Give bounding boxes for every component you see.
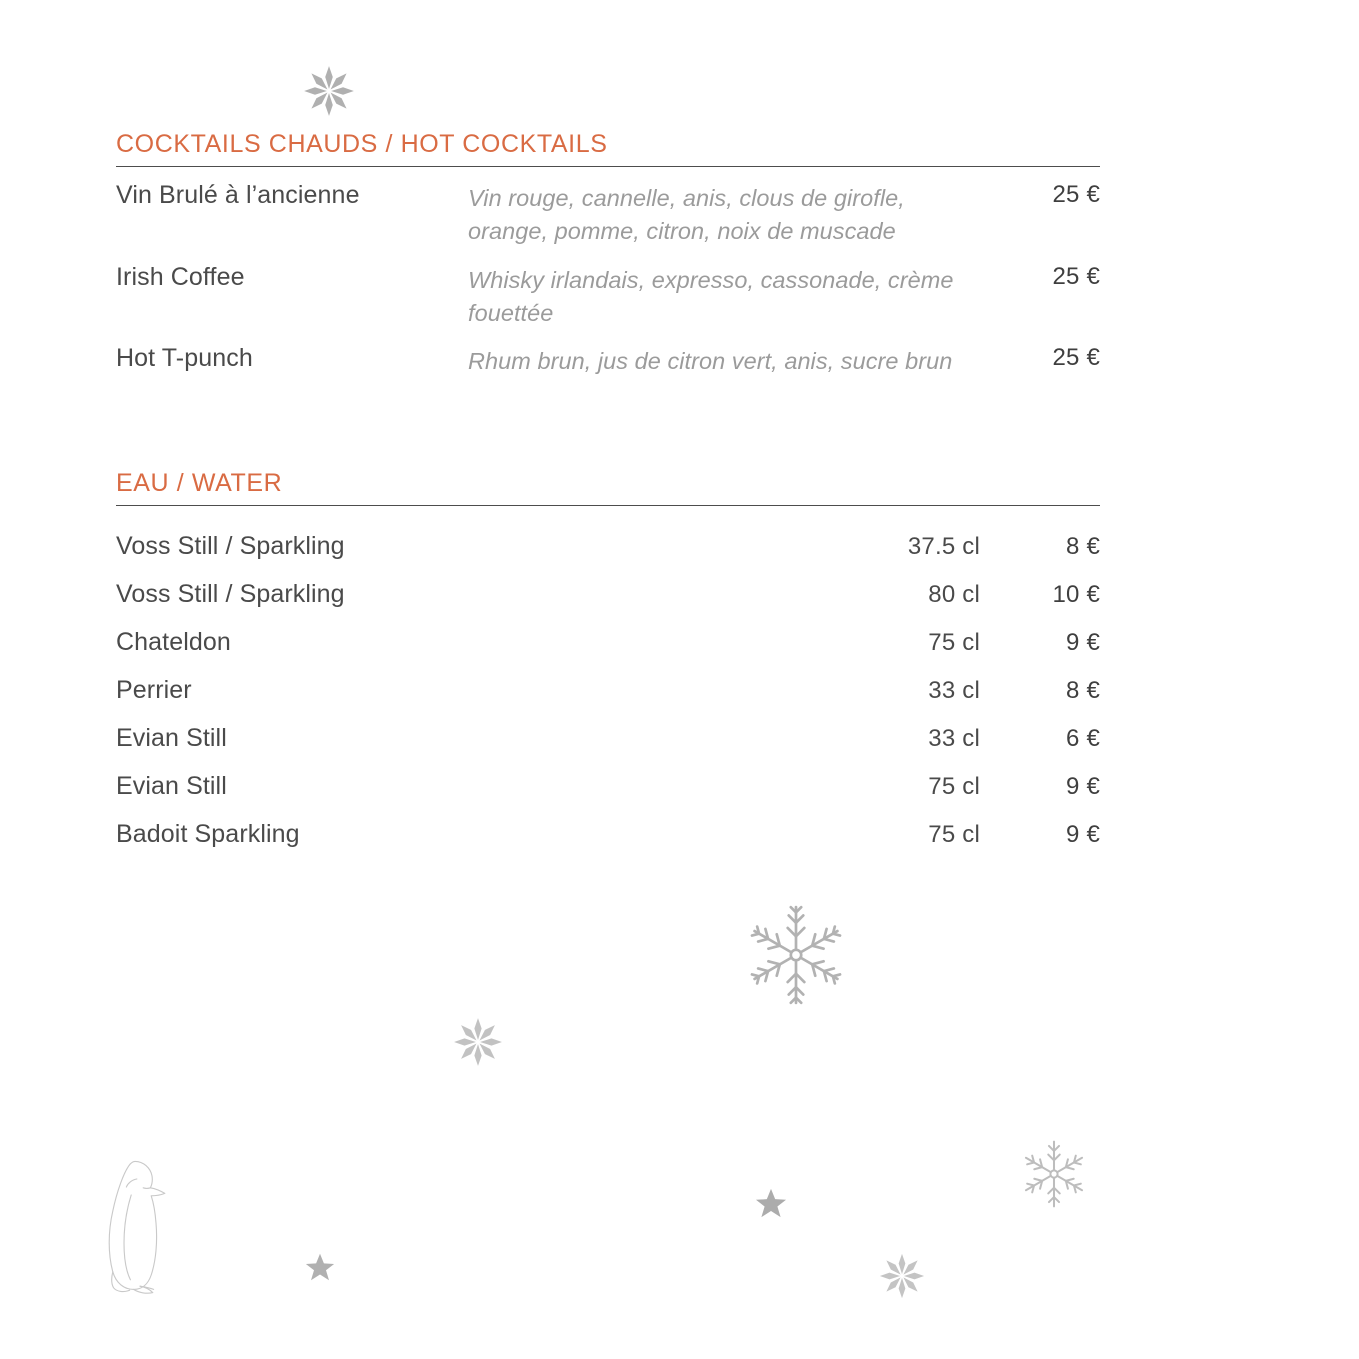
item-name: Vin Brulé à l’ancienne (116, 181, 360, 209)
item-price: 9 € (1066, 628, 1100, 656)
item-volume: 33 cl (928, 724, 980, 752)
list-item[interactable] (116, 772, 1100, 801)
list-item[interactable] (116, 820, 1100, 849)
flower-icon (302, 64, 356, 118)
item-price: 25 € (1052, 181, 1100, 208)
water-item-list (116, 532, 1100, 849)
section-title: EAU / WATER (116, 468, 283, 497)
item-volume: 75 cl (928, 628, 980, 656)
item-description: Rhum brun, jus de citron vert, anis, sucre brun (468, 348, 953, 375)
flower-icon (452, 1016, 504, 1068)
snowflake-icon (1018, 1138, 1090, 1210)
item-name: Evian Still (116, 723, 227, 752)
item-price: 8 € (1066, 676, 1100, 704)
item-volume: 33 cl (928, 676, 980, 704)
item-price: 9 € (1066, 772, 1100, 800)
item-name: Badoit Sparkling (116, 819, 300, 848)
list-item[interactable] (116, 532, 1100, 561)
item-name: Perrier (116, 675, 192, 704)
item-name: Evian Still (116, 771, 227, 800)
item-description: Vin rouge, cannelle, anis, clous de girofle, orange, pomme, citron, noix de muscade (468, 185, 905, 245)
list-item[interactable] (116, 724, 1100, 753)
item-price: 6 € (1066, 724, 1100, 752)
list-item[interactable] (116, 676, 1100, 705)
item-volume: 75 cl (928, 820, 980, 848)
section-divider (116, 166, 1100, 167)
item-name: Hot T-punch (116, 344, 253, 373)
item-volume: 37.5 cl (907, 532, 980, 560)
item-name: Voss Still / Sparkling (116, 579, 345, 608)
section-divider (116, 505, 1100, 506)
section-hot-cocktails (116, 130, 1100, 379)
penguin-icon (92, 1147, 172, 1307)
list-item[interactable] (116, 181, 1100, 249)
section-title: COCKTAILS CHAUDS / HOT COCKTAILS (116, 130, 608, 158)
section-water (116, 469, 1100, 849)
star-icon (755, 1187, 787, 1219)
item-name: Chateldon (116, 627, 231, 656)
item-name: Voss Still / Sparkling (116, 531, 345, 560)
item-price: 8 € (1066, 532, 1100, 560)
item-volume: 80 cl (928, 580, 980, 608)
flower-icon (878, 1252, 926, 1300)
item-volume: 75 cl (928, 772, 980, 800)
item-name: Irish Coffee (116, 262, 245, 291)
list-item[interactable] (116, 344, 1100, 378)
item-description: Whisky irlandais, expresso, cassonade, crème fouettée (468, 266, 954, 327)
snowflake-icon (744, 903, 848, 1007)
star-icon (305, 1252, 335, 1282)
list-item[interactable] (116, 580, 1100, 609)
menu-content (116, 130, 1100, 868)
list-item[interactable] (116, 628, 1100, 657)
item-price: 10 € (1052, 580, 1100, 608)
list-item[interactable] (116, 263, 1100, 331)
cocktail-item-list (116, 181, 1100, 379)
item-price: 25 € (1052, 344, 1100, 372)
section-spacer (116, 391, 1100, 469)
item-price: 25 € (1052, 262, 1100, 290)
item-price: 9 € (1066, 820, 1100, 848)
